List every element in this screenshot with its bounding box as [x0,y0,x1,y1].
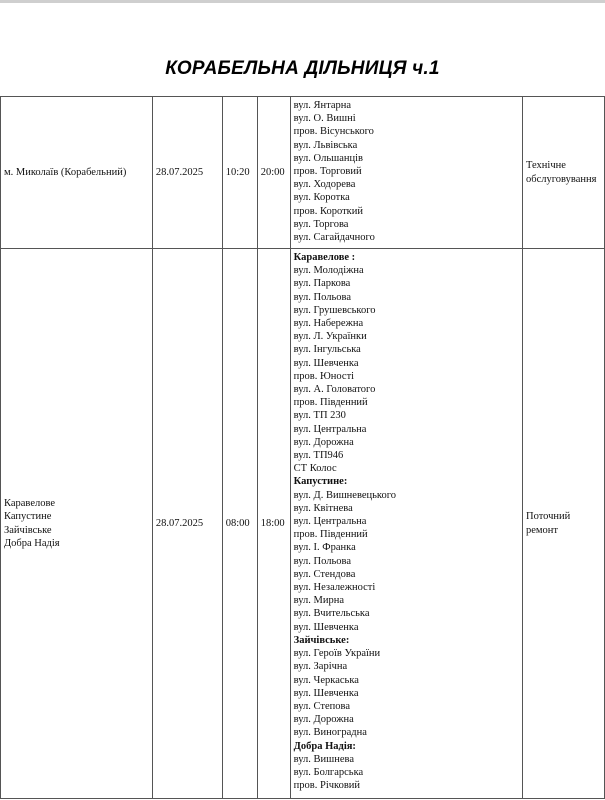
street-item: пров. Південний [293,529,368,541]
settlement-heading: Капустине: [293,476,348,488]
street-item: вул. Грушевського [293,304,376,316]
work-type-text: Технічне [526,160,566,172]
street-item: вул. І. Франка [293,542,356,554]
street-item: вул. Мирна [293,595,345,607]
street-item: вул. Шевченка [293,621,359,633]
street-item: вул. Степова [293,700,351,712]
street-item: вул. Львівська [293,139,358,151]
settlement-heading: Добра Надія: [293,740,356,752]
street-item: пров. Південний [293,397,368,409]
date-cell: 28.07.2025 [152,249,222,799]
end-time-cell: 18:00 [257,249,290,799]
street-item: вул. Паркова [293,278,351,290]
street-item: вул. Героїв України [293,648,381,660]
streets-cell [290,97,522,249]
street-item: вул. Сагайдачного [293,232,375,244]
street-item: вул. Вишнева [293,753,355,765]
work-type-text: Поточний [526,511,571,523]
street-item: вул. Інгульська [293,344,361,356]
outage-table-body [1,97,605,799]
street-item: вул. Янтарна [293,100,352,111]
street-item: вул. Ходорева [293,179,356,191]
area-name: Добра Надія [4,537,60,549]
street-item: вул. ТП 230 [293,410,346,422]
area-name: Каравелове [4,498,56,510]
top-border-line [0,0,605,3]
street-item: вул. Д. Вишневецького [293,489,397,501]
date-cell: 28.07.2025 [152,97,222,249]
street-item: вул. Шевченка [293,687,359,699]
street-item: вул. Стендова [293,568,356,580]
street-item: вул. Дорожна [293,436,354,448]
street-item: вул. Центральна [293,423,367,435]
street-item: пров. Короткий [293,205,364,217]
street-item: вул. Польова [293,555,352,567]
street-item: вул. Ольшанців [293,152,364,164]
street-item: вул. ТП946 [293,450,344,462]
street-item: вул. Квітнева [293,502,353,514]
street-item: вул. Торгова [293,218,349,230]
work-type-text: обслуговування [526,173,597,185]
street-item: вул. Шевченка [293,357,359,369]
outage-table [0,96,605,799]
settlement-heading: Зайчівське: [293,634,350,646]
street-item: вул. Коротка [293,192,350,204]
table-row [1,249,605,799]
work-type-cell [523,97,605,249]
work-type-text: ремонт [526,524,559,536]
start-time-cell: 08:00 [222,249,257,799]
table-row [1,97,605,249]
street-item: вул. Польова [293,291,352,303]
street-item: вул. Дорожна [293,714,354,726]
street-item: вул. Набережна [293,318,364,330]
street-item: вул. Виноградна [293,727,367,739]
work-type-cell [523,249,605,799]
street-item: вул. Центральна [293,516,367,528]
area-cell [1,97,153,249]
street-item: вул. Незалежності [293,582,376,594]
street-item: вул. Черкаська [293,674,359,686]
area-cell [1,249,153,799]
street-item: пров. Річковий [293,780,361,792]
settlement-heading: Каравелове : [293,252,356,263]
street-item: вул. Л. Українки [293,331,367,343]
street-item: пров. Торговий [293,166,362,178]
street-item: вул. Болгарська [293,766,364,778]
street-item: СТ Колос [293,463,337,475]
area-name: Капустине [4,511,52,523]
document-title: КОРАБЕЛЬНА ДІЛЬНИЦЯ ч.1 [165,58,440,79]
street-item: вул. А. Головатого [293,384,376,396]
street-item: вул. Вчительська [293,608,370,620]
streets-cell [290,249,522,799]
street-item: вул. Зарічна [293,661,348,673]
street-item: вул. Молодіжна [293,265,364,277]
street-item: пров. Вісунського [293,126,374,138]
street-item: пров. Юності [293,370,355,382]
start-time-cell: 10:20 [222,97,257,249]
area-name: Зайчівське [4,524,52,536]
street-item: вул. О. Вишні [293,113,356,125]
area-name: м. Миколаїв (Корабельний) [4,166,127,178]
end-time-cell: 20:00 [257,97,290,249]
